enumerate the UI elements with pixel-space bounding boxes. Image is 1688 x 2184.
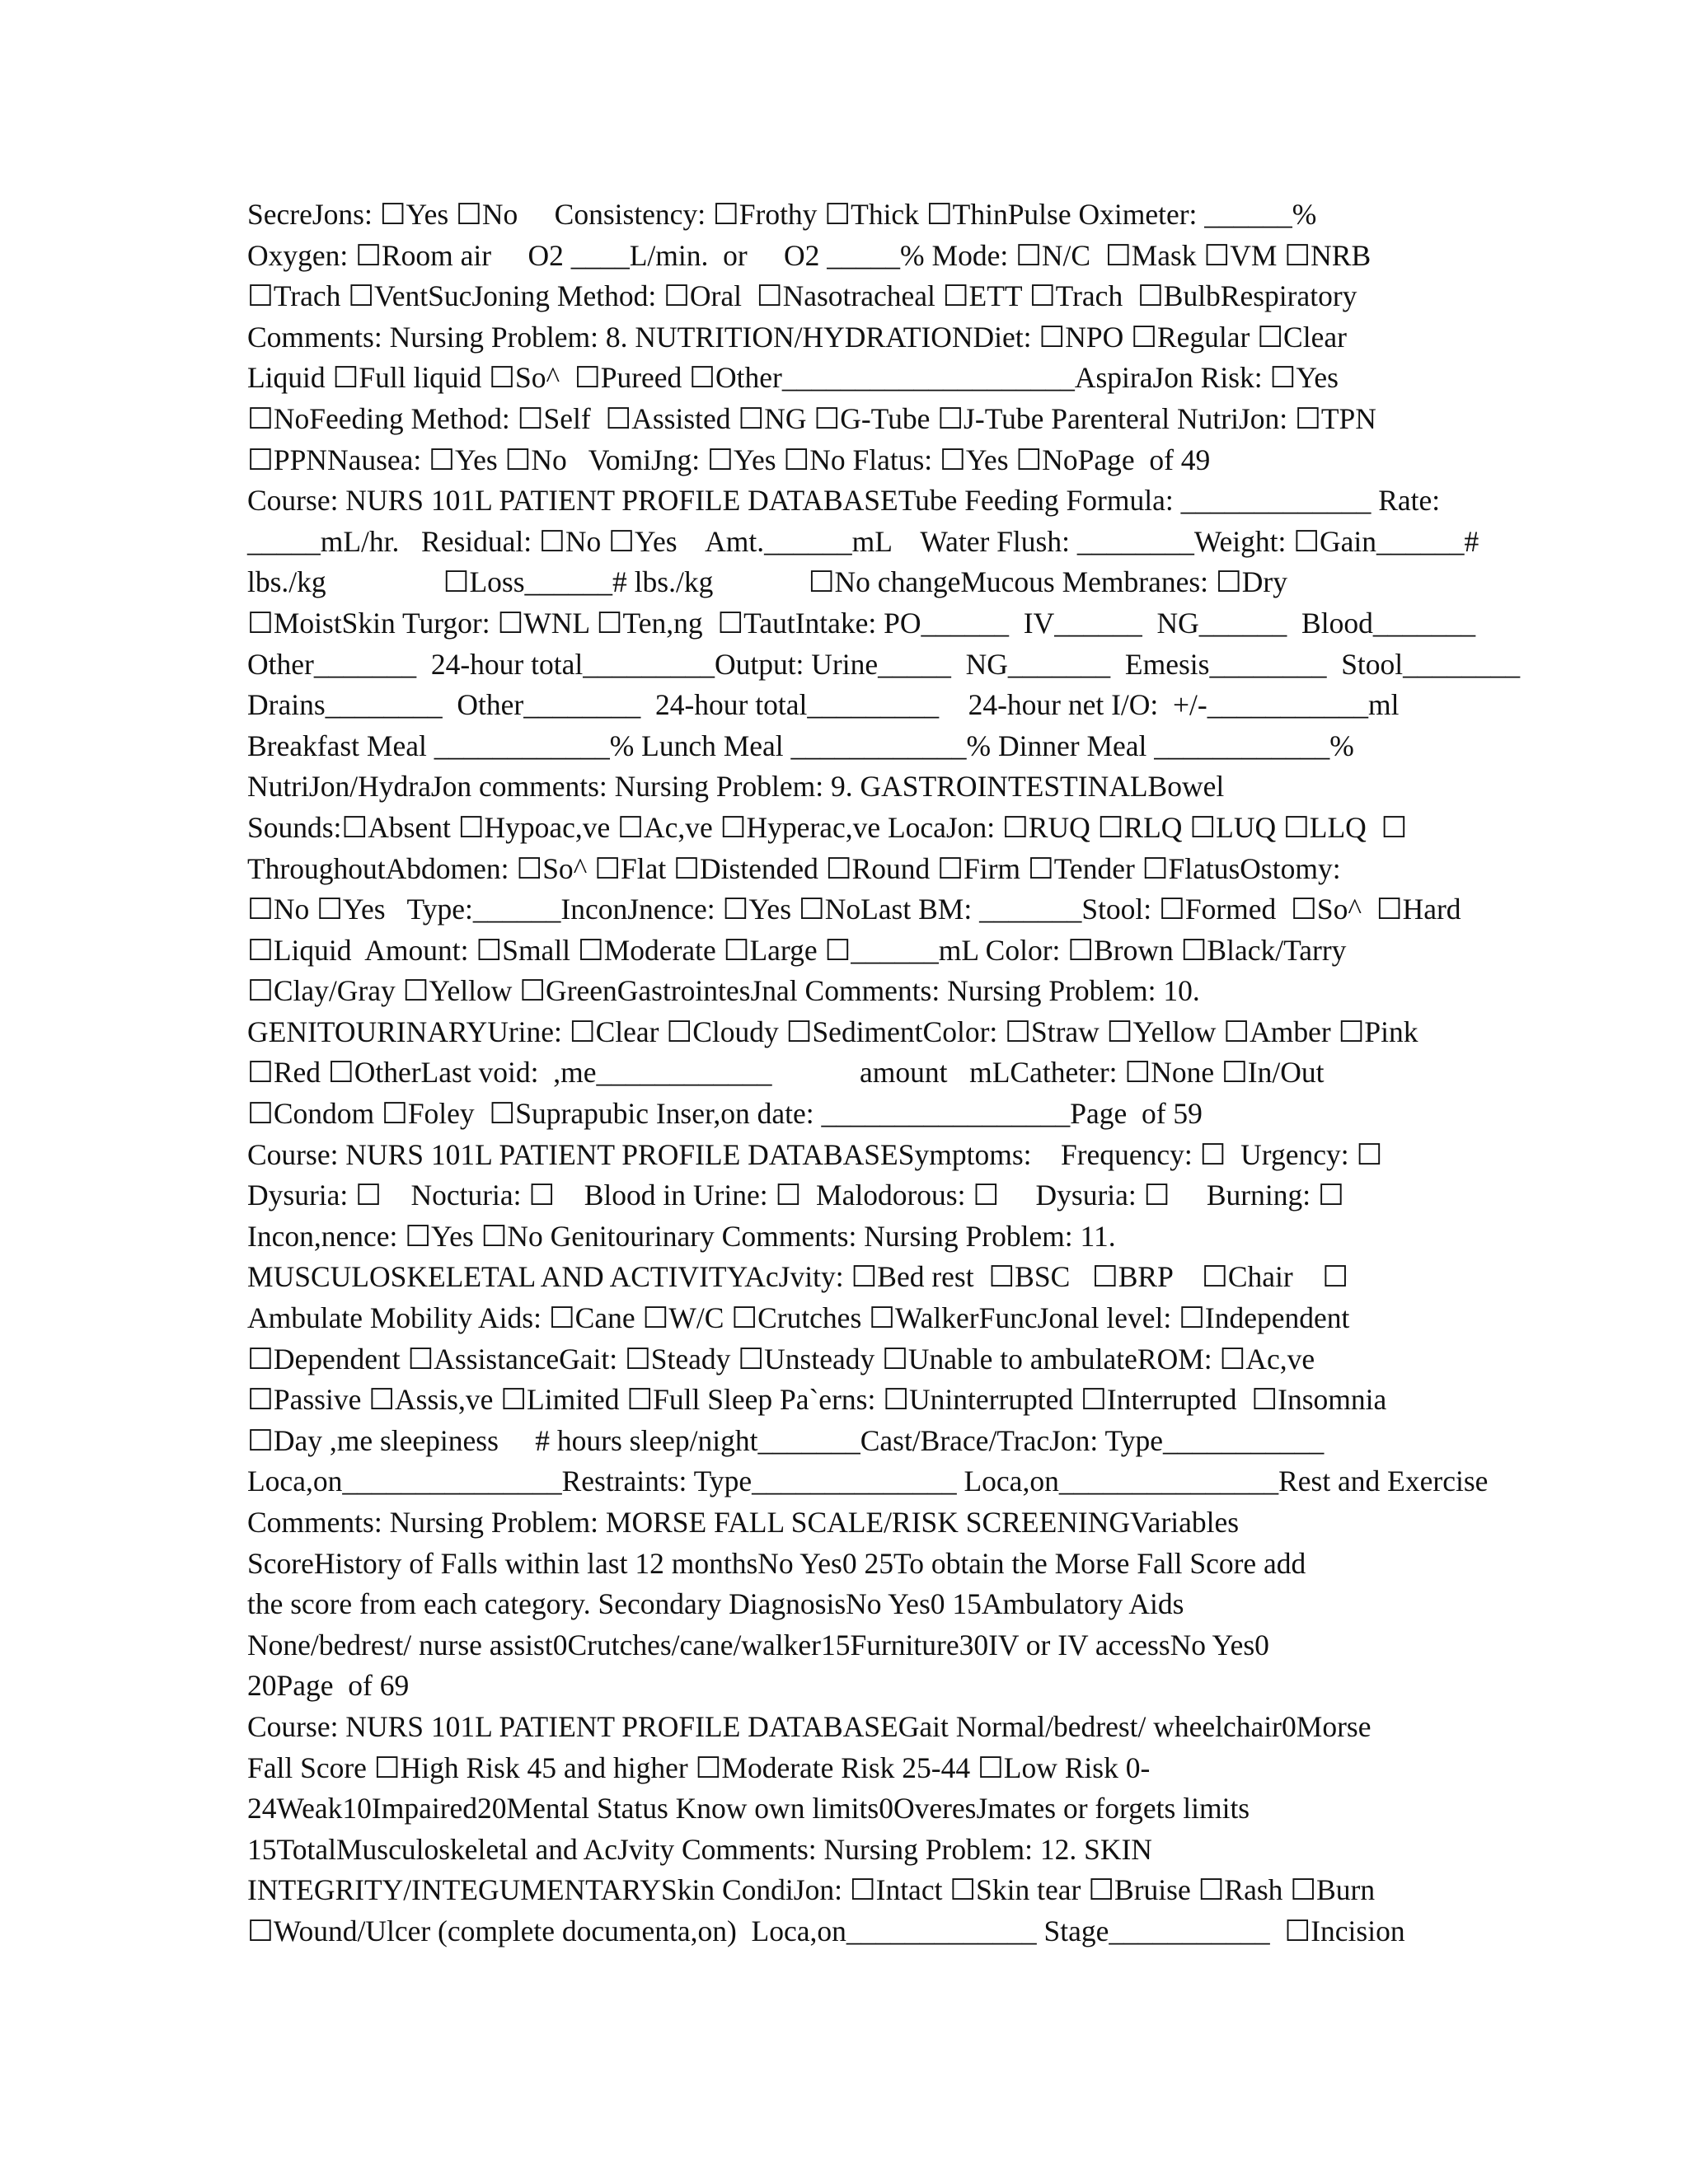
text-line: ☐Wound/Ulcer (complete documenta,on) Loca,on_____________ Stage___________ ☐Incision: [247, 1914, 1405, 1947]
text-line: Incon,nence: ☐Yes ☐No Genitourinary Comments: Nursing Problem: 11.: [247, 1219, 1116, 1253]
text-line: ☐Liquid Amount: ☐Small ☐Moderate ☐Large ☐______mL Color: ☐Brown ☐Black/Tarry: [247, 933, 1347, 967]
text-line: ☐No ☐Yes Type:______InconJnence: ☐Yes ☐NoLast BM: _______Stool: ☐Formed ☐So^ ☐Hard: [247, 893, 1461, 926]
text-line: GENITOURINARYUrine: ☐Clear ☐Cloudy ☐SedimentColor: ☐Straw ☐Yellow ☐Amber ☐Pink: [247, 1015, 1418, 1048]
text-line: Fall Score ☐High Risk 45 and higher ☐Moderate Risk 25-44 ☐Low Risk 0-: [247, 1750, 1151, 1784]
text-line: NutriJon/HydraJon comments: Nursing Problem: 9. GASTROINTESTINALBowel: [247, 770, 1225, 804]
text-line: 15TotalMusculoskeletal and AcJvity Comments: Nursing Problem: 12. SKIN: [247, 1832, 1152, 1866]
text-line: Course: NURS 101L PATIENT PROFILE DATABASESymptoms: Frequency: ☐ Urgency: ☐: [247, 1137, 1383, 1171]
text-line: ScoreHistory of Falls within last 12 monthsNo Yes0 25To obtain the Morse Fall Score add: [247, 1546, 1306, 1580]
text-line: Ambulate Mobility Aids: ☐Cane ☐W/C ☐Crutches ☐WalkerFuncJonal level: ☐Independent: [247, 1301, 1350, 1335]
text-line: Course: NURS 101L PATIENT PROFILE DATABASEGait Normal/bedrest/ wheelchair0Morse: [247, 1709, 1372, 1743]
text-line: ☐MoistSkin Turgor: ☐WNL ☐Ten,ng ☐TautIntake: PO______ IV______ NG______ Blood_______: [247, 606, 1476, 640]
text-line: ☐Clay/Gray ☐Yellow ☐GreenGastrointesJnal Comments: Nursing Problem: 10.: [247, 974, 1200, 1008]
text-line: Loca,on_______________Restraints: Type______________ Loca,on_______________Rest and Exercise: [247, 1465, 1489, 1498]
text-line: _____mL/hr. Residual: ☐No ☐Yes Amt.______mL Water Flush: ________Weight: ☐Gain______#: [247, 524, 1479, 558]
text-line: Drains________ Other________ 24-hour total_________ 24-hour net I/O: +/-___________ml: [247, 688, 1400, 722]
text-line: Other_______ 24-hour total_________Output: Urine_____ NG_______ Emesis________ Stool________: [247, 647, 1521, 681]
text-line: Oxygen: ☐Room air O2 ____L/min. or O2 _____% Mode: ☐N/C ☐Mask ☐VM ☐NRB: [247, 238, 1372, 272]
text-line: Liquid ☐Full liquid ☐So^ ☐Pureed ☐Other____________________AspiraJon Risk: ☐Yes: [247, 361, 1339, 395]
text-line: Sounds:☐Absent ☐Hypoac,ve ☐Ac,ve ☐Hyperac,ve LocaJon: ☐RUQ ☐RLQ ☐LUQ ☐LLQ ☐: [247, 810, 1408, 844]
text-line: ☐NoFeeding Method: ☐Self ☐Assisted ☐NG ☐G-Tube ☐J-Tube Parenteral NutriJon: ☐TPN: [247, 401, 1376, 435]
text-line: Breakfast Meal ____________% Lunch Meal ____________% Dinner Meal ____________%: [247, 729, 1354, 762]
text-line: ☐Dependent ☐AssistanceGait: ☐Steady ☐Unsteady ☐Unable to ambulateROM: ☐Ac,ve: [247, 1342, 1315, 1376]
text-line: ThroughoutAbdomen: ☐So^ ☐Flat ☐Distended ☐Round ☐Firm ☐Tender ☐FlatusOstomy:: [247, 851, 1341, 885]
text-line: lbs./kg ☐Loss______# lbs./kg ☐No changeMucous Membranes: ☐Dry: [247, 565, 1287, 599]
text-line: 24Weak10Impaired20Mental Status Know own limits0OveresJmates or forgets limits: [247, 1792, 1250, 1825]
text-line: Comments: Nursing Problem: MORSE FALL SCALE/RISK SCREENINGVariables: [247, 1506, 1240, 1539]
text-line: MUSCULOSKELETAL AND ACTIVITYAcJvity: ☐Bed rest ☐BSC ☐BRP ☐Chair ☐: [247, 1260, 1349, 1294]
text-line: Comments: Nursing Problem: 8. NUTRITION/HYDRATIONDiet: ☐NPO ☐Regular ☐Clear: [247, 320, 1347, 354]
form-text-block: [247, 194, 1521, 1952]
text-line: ☐Passive ☐Assis,ve ☐Limited ☐Full Sleep Pa`erns: ☐Uninterrupted ☐Interrupted ☐Insomnia: [247, 1383, 1387, 1417]
text-line: the score from each category. Secondary DiagnosisNo Yes0 15Ambulatory Aids: [247, 1587, 1184, 1621]
text-line: ☐Red ☐OtherLast void: ,me____________ amount mLCatheter: ☐None ☐In/Out: [247, 1056, 1325, 1090]
text-line: 20Page of 69: [247, 1669, 410, 1703]
text-line: Dysuria: ☐ Nocturia: ☐ Blood in Urine: ☐ Malodorous: ☐ Dysuria: ☐ Burning: ☐: [247, 1179, 1344, 1212]
text-line: None/bedrest/ nurse assist0Crutches/cane/walker15Furniture30IV or IV accessNo Yes0: [247, 1628, 1269, 1661]
text-line: SecreJons: ☐Yes ☐No Consistency: ☐Frothy ☐Thick ☐ThinPulse Oximeter: ______%: [247, 198, 1317, 231]
text-line: ☐Condom ☐Foley ☐Suprapubic Inser,on date: _________________Page of 59: [247, 1097, 1203, 1131]
text-line: ☐Day ,me sleepiness # hours sleep/night_______Cast/Brace/TracJon: Type___________: [247, 1423, 1325, 1457]
text-line: INTEGRITY/INTEGUMENTARYSkin CondiJon: ☐Intact ☐Skin tear ☐Bruise ☐Rash ☐Burn: [247, 1873, 1376, 1907]
text-line: ☐PPNNausea: ☐Yes ☐No VomiJng: ☐Yes ☐No Flatus: ☐Yes ☐NoPage of 49: [247, 443, 1211, 476]
text-line: ☐Trach ☐VentSucJoning Method: ☐Oral ☐Nasotracheal ☐ETT ☐Trach ☐BulbRespiratory: [247, 279, 1357, 313]
text-line: Course: NURS 101L PATIENT PROFILE DATABASETube Feeding Formula: _____________ Rate:: [247, 484, 1441, 518]
